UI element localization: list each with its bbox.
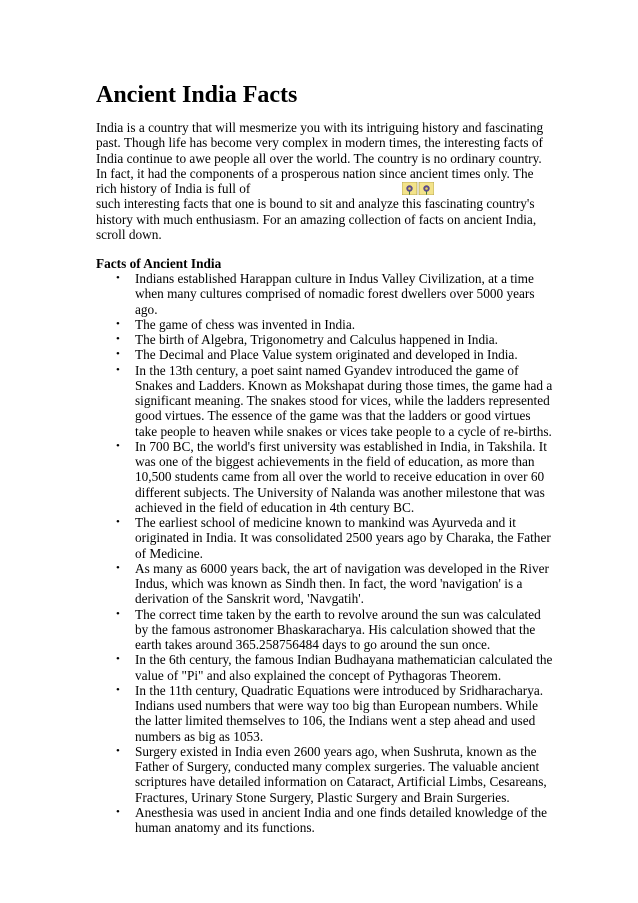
fact-line: Snakes and Ladders. Known as Mokshapat during those times, the game had a: [135, 377, 553, 393]
fact-line: the latter limited themselves to 106, the Indians went a step ahead and used: [135, 713, 536, 729]
fact-line: The game of chess was invented in India.: [135, 316, 356, 332]
fact-list-item: [96, 363, 556, 439]
fact-list-item: [96, 332, 556, 347]
bullet-icon: •: [116, 363, 120, 376]
intro-line: history with much enthusiasm. For an amazing collection of facts on ancient India,: [96, 211, 537, 227]
intro-line: India is a country that will mesmerize you with its intriguing history and fascinating: [96, 120, 544, 135]
intro-line: India continue to awe people all over the world. The country is no ordinary country.: [96, 150, 542, 166]
fact-line: different subjects. The University of Nalanda was another milestone that was: [135, 484, 545, 500]
section-title: Facts of Ancient India: [96, 256, 222, 271]
bullet-icon: •: [116, 516, 120, 528]
fact-line: Surgery existed in India even 2600 years ago, when Sushruta, known as the: [135, 743, 537, 759]
fact-line: The Decimal and Place Value system originated and developed in India.: [135, 347, 518, 363]
fact-line: significant meaning. The snakes stood for vices, while the ladders represented: [135, 393, 550, 408]
intro-line: past. Though life has become very complex in modern times, the interesting facts of: [96, 135, 543, 151]
fact-line: In the 13th century, a poet saint named Gyandev introduced the game of: [135, 362, 519, 378]
fact-list-item: [96, 561, 556, 607]
fact-line: In the 11th century, Quadratic Equations were introduced by Sridharacharya.: [135, 682, 544, 698]
fact-list-item: [96, 439, 556, 515]
intro-line: such interesting facts that one is bound to sit and analyze this fascinating country's: [96, 196, 535, 212]
fact-line: As many as 6000 years back, the art of navigation was developed in the River: [135, 560, 549, 576]
fact-list-item: [96, 515, 556, 561]
fact-list-item: [96, 805, 556, 836]
fact-line: Father of Surgery, conducted many complex surgeries. The valuable ancient: [135, 759, 540, 774]
fact-line: Indians established Harappan culture in Indus Valley Civilization, at a time: [135, 271, 534, 286]
fact-line: take people to heaven while snakes or vices take people to a cycle of re-births.: [135, 423, 552, 439]
bullet-icon: •: [116, 805, 120, 818]
bullet-icon: •: [116, 317, 120, 330]
fact-line: The earliest school of medicine known to mankind was Ayurveda and it: [135, 515, 516, 530]
fact-list-item: [96, 271, 556, 317]
fact-line: Fractures, Urinary Stone Surgery, Plastic Surgery and Brain Surgeries.: [135, 789, 510, 805]
fact-line: by the famous astronomer Bhaskaracharya. His calculation showed that the: [135, 621, 536, 637]
fact-line: numbers as big as 1053.: [135, 728, 264, 744]
bullet-icon: •: [116, 439, 120, 452]
fact-line: when many cultures comprised of nomadic forest dwellers over 5000 years: [135, 286, 535, 302]
fact-line: Indus, which was known as Sindh then. In fact, the word 'navigation' is a: [135, 576, 523, 591]
fact-list-item: [96, 317, 556, 332]
fact-list-item: [96, 744, 556, 805]
fact-line: achieved in the field of education in 4th century BC.: [135, 499, 415, 515]
bullet-icon: •: [116, 561, 120, 574]
fact-line: The birth of Algebra, Trigonometry and Calculus happened in India.: [135, 332, 499, 347]
fact-line: derivation of the Sanskrit word, 'Navgatih'.: [135, 591, 364, 607]
fact-list-item: [96, 652, 556, 683]
flower-icon: [402, 182, 434, 195]
fact-line: of Medicine.: [135, 545, 203, 561]
page-title: Ancient India Facts: [96, 82, 298, 108]
fact-line: 10,500 students came from all over the world to receive education in over 60: [135, 469, 545, 485]
bullet-icon: •: [116, 348, 120, 361]
bullet-icon: •: [116, 333, 120, 345]
fact-line: Indians used numbers that were way too big than European numbers. While: [135, 698, 538, 713]
bullet-icon: •: [116, 272, 120, 284]
fact-line: The correct time taken by the earth to revolve around the sun was calculated: [135, 606, 541, 622]
intro-line: scroll down.: [96, 226, 162, 242]
fact-line: scriptures have detailed information on Cataract, Artificial Limbs, Cesareans,: [135, 774, 547, 790]
fact-line: good virtues. The essence of the game was that the ladders or good virtues: [135, 408, 531, 424]
fact-line: Anesthesia was used in ancient India and one finds detailed knowledge of the: [135, 804, 548, 820]
fact-line: earth takes around 365.258756484 days to go around the sun once.: [135, 637, 491, 652]
intro-line-with-image: [96, 181, 546, 196]
fact-line: human anatomy and its functions.: [135, 820, 315, 835]
fact-line: originated in India. It was consolidated 2500 years ago by Charaka, the Father: [135, 530, 551, 546]
fact-list-item: [96, 347, 556, 362]
facts-list: [96, 271, 556, 835]
intro-paragraph: [96, 120, 546, 242]
fact-list-item: [96, 607, 556, 653]
intro-line: In fact, it had the components of a prosperous nation since ancient times only. The: [96, 165, 534, 181]
fact-line: ago.: [135, 301, 158, 317]
fact-line: was one of the biggest achievements in the field of education, as more than: [135, 454, 535, 469]
fact-list-item: [96, 683, 556, 744]
fact-line: In the 6th century, the famous Indian Budhayana mathematician calculated the: [135, 652, 553, 668]
bullet-icon: •: [116, 607, 120, 620]
bullet-icon: •: [116, 683, 120, 696]
fact-line: In 700 BC, the world's first university was established in India, in Takshila. It: [135, 438, 547, 454]
intro-line-text: rich history of India is full of: [96, 181, 251, 196]
bullet-icon: •: [116, 744, 120, 757]
fact-line: value of "Pi" and also explained the concept of Pythagoras Theorem.: [135, 667, 502, 683]
bullet-icon: •: [116, 653, 120, 666]
